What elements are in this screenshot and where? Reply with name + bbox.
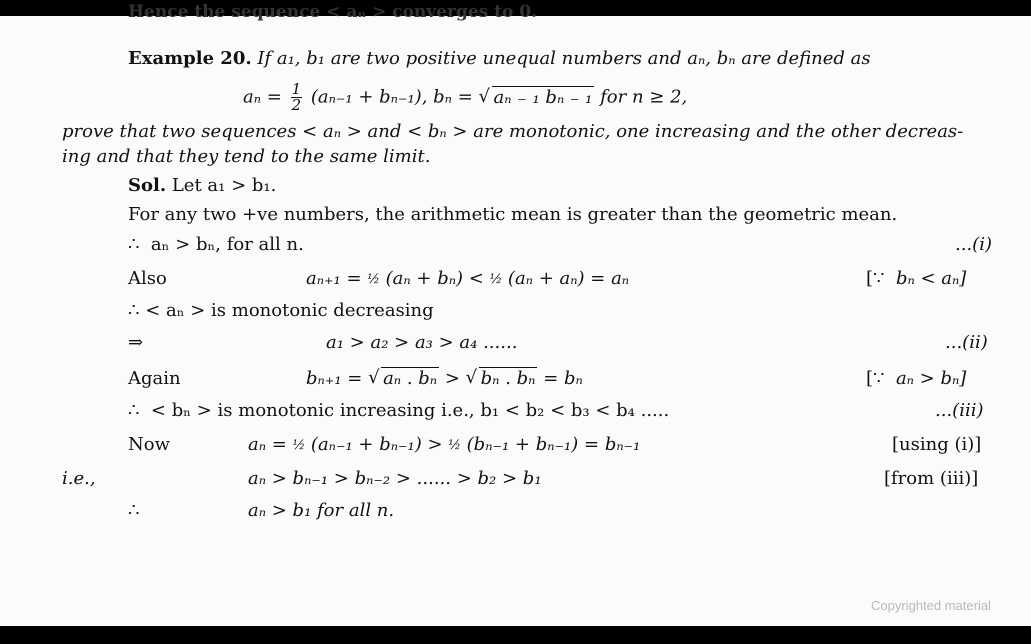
sol-label: Sol. — [128, 175, 167, 196]
also-expr: aₙ₊₁ = ½ (aₙ + bₙ) < ½ (aₙ + aₙ) = aₙ — [306, 268, 630, 289]
now-reason: [using (i)] — [892, 434, 982, 455]
ie-reason: [from (iii)] — [884, 468, 979, 489]
now-label: Now — [128, 434, 170, 455]
fraction-half: $\frac{1}{2}$ — [291, 80, 302, 114]
again-label: Again — [128, 368, 181, 389]
line-i-expr: aₙ > bₙ, for all n. — [150, 234, 304, 255]
definition-formula — [243, 82, 687, 113]
example-label: Example 20. — [128, 48, 252, 69]
example-statement: If a₁, b₁ are two positive unequal numbers and aₙ, bₙ are defined as — [257, 48, 871, 69]
half-1: ½ — [367, 272, 380, 287]
prove-line-2: ing and that they tend to the same limit. — [62, 146, 431, 167]
ie-expr: aₙ > bₙ₋₁ > bₙ₋₂ > ...... > b₂ > b₁ — [248, 468, 542, 489]
sol-text: Let a₁ > b₁. — [171, 175, 277, 196]
cut-off-previous-line: Hence the sequence < aₙ > converges to 0. — [128, 2, 537, 22]
am-gm-line: For any two +ve numbers, the arithmetic mean is greater than the geometric mean. — [128, 204, 898, 225]
copyright-watermark: Copyrighted material — [871, 598, 991, 613]
tag-iii: ...(iii) — [935, 400, 984, 421]
implies-symbol: ⇒ — [128, 332, 144, 353]
tag-ii: ...(ii) — [945, 332, 988, 353]
therefore-symbol: ∴ — [128, 234, 140, 255]
again-sqrt-2: √ bₙ . bₙ — [466, 368, 538, 390]
chain-ii: a₁ > a₂ > a₃ > a₄ ...... — [326, 332, 518, 353]
solution-start — [128, 175, 276, 197]
also-label: Also — [128, 268, 167, 289]
decreasing-line: ∴ < aₙ > is monotonic decreasing — [128, 300, 434, 321]
ie-label: i.e., — [62, 468, 96, 489]
increasing-line: ∴ < bₙ > is monotonic increasing i.e., b₁ < b₂ < b₃ < b₄ ..... — [128, 400, 670, 421]
def-lhs: aₙ = — [243, 86, 282, 108]
final-expr: aₙ > b₁ for all n. — [248, 500, 395, 521]
def-sqrt: √ aₙ ₋ ₁ bₙ ₋ ₁ — [479, 83, 595, 113]
def-paren: (aₙ₋₁ + bₙ₋₁), bₙ = — [310, 86, 473, 108]
again-reason: [∵ aₙ > bₙ] — [866, 368, 967, 389]
again-expr: bₙ₊₁ = √ aₙ . bₙ > √ bₙ . bₙ = bₙ — [306, 368, 583, 390]
prove-line-1: prove that two sequences < aₙ > and < bₙ > are monotonic, one increasing and the other decreas- — [62, 121, 964, 142]
example-heading-line — [128, 48, 871, 70]
also-reason: [∵ bₙ < aₙ] — [866, 268, 967, 289]
final-therefore: ∴ — [128, 500, 140, 521]
half-2: ½ — [489, 272, 503, 287]
tag-i: ...(i) — [955, 234, 992, 255]
book-page — [0, 2, 1031, 626]
now-expr: aₙ = ½ (aₙ₋₁ + bₙ₋₁) > ½ (bₙ₋₁ + bₙ₋₁) = bₙ₋₁ — [248, 434, 641, 455]
def-condition: for n ≥ 2, — [600, 86, 688, 108]
line-i — [128, 234, 304, 256]
again-sqrt-1: √ aₙ . bₙ — [368, 368, 439, 390]
